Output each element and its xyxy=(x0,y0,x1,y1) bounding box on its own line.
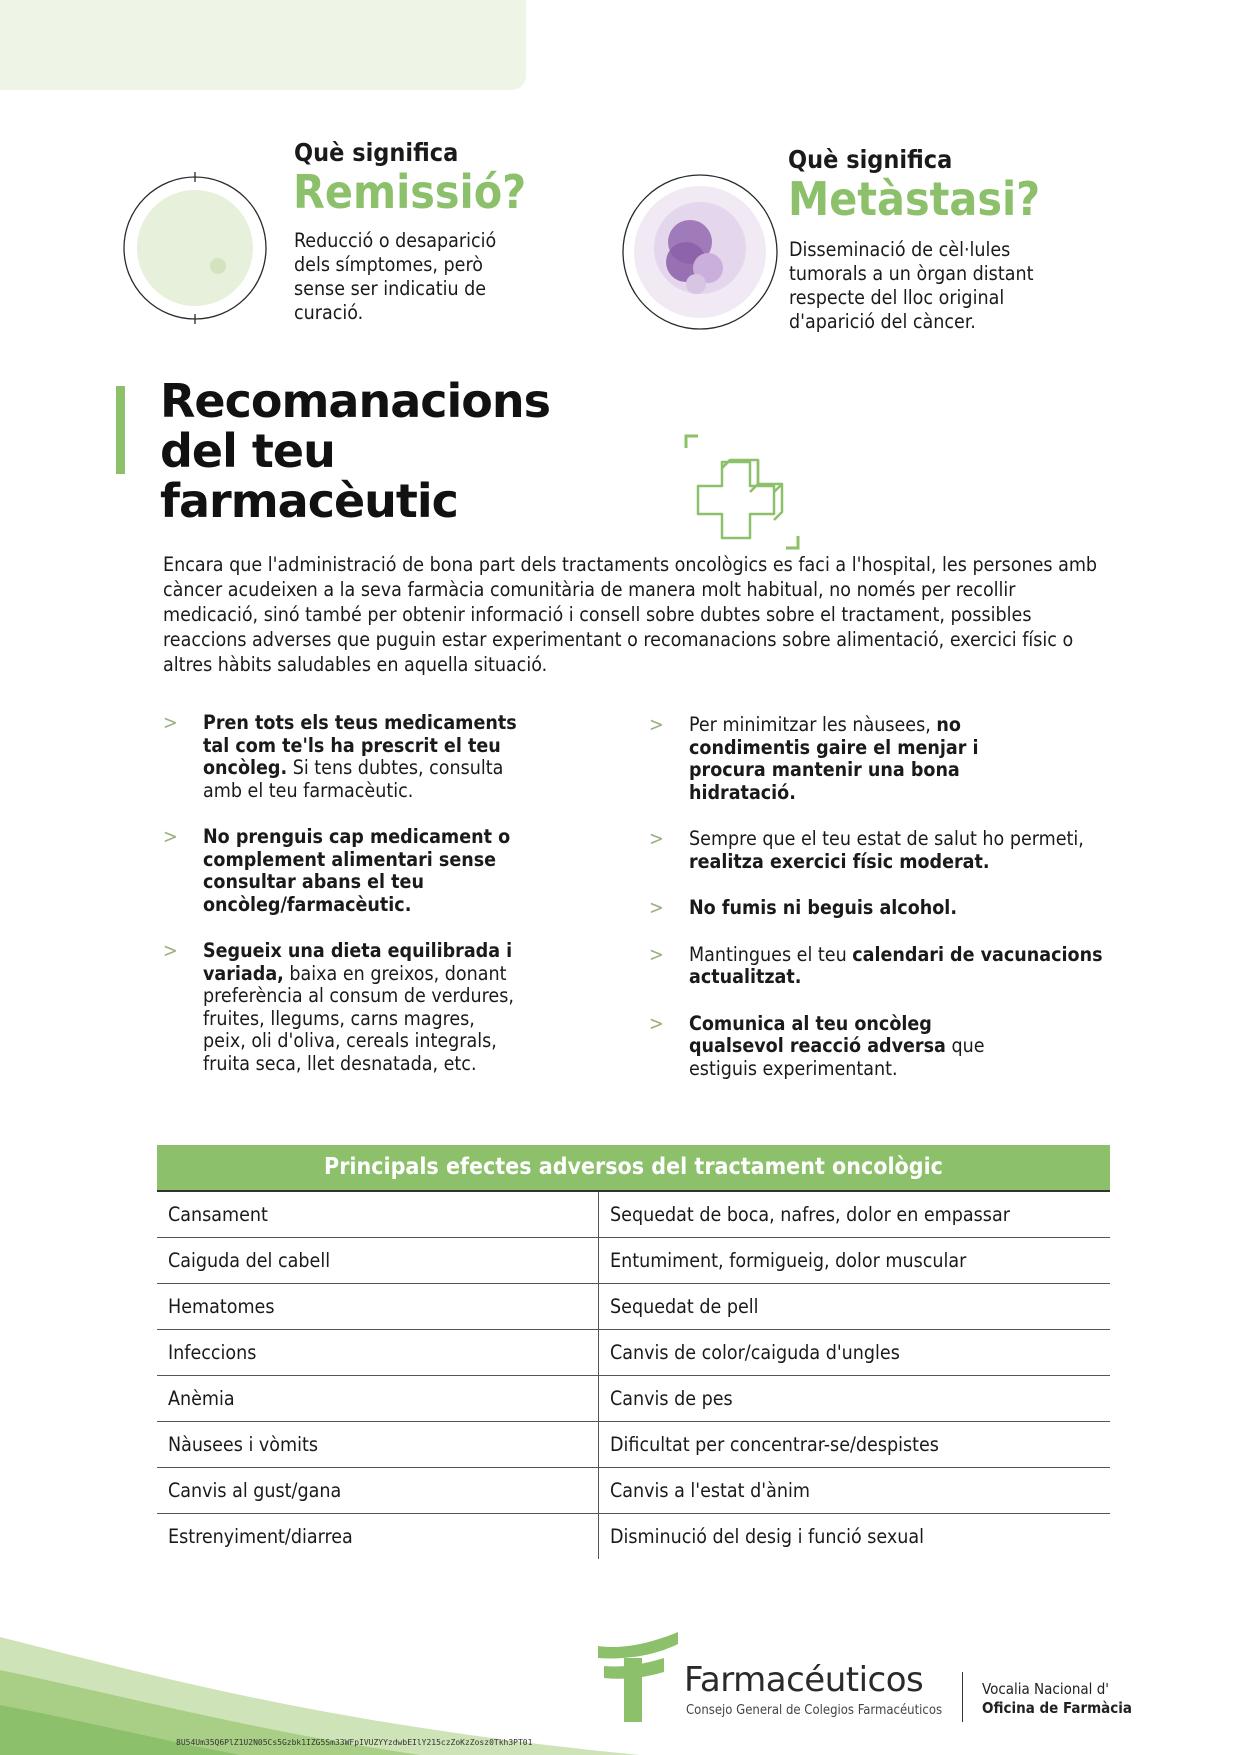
tip-marker: > xyxy=(649,942,664,966)
effect-cell-right: Entumiment, formigueig, dolor muscular xyxy=(599,1238,1111,1284)
document-code: 8U54Um35Q6PlZ1U2N05Cs5Gzbk1IZG5Sm33WFpIVUZYYzdwbEIlY215czZoKzZosz0Tkh3PT01 xyxy=(176,1738,533,1747)
logo-subtitle: Consejo General de Colegios Farmacéuticos xyxy=(686,1703,943,1718)
tip-item xyxy=(649,897,1119,920)
heading-line-3: farmacèutic xyxy=(160,474,458,528)
tip-marker: > xyxy=(163,825,178,848)
remission-icon xyxy=(120,170,270,326)
tip-text: Sempre que el teu estat de salut ho permeti, xyxy=(689,827,1084,850)
table-row xyxy=(157,1514,1110,1560)
tips-left-column xyxy=(163,712,523,1099)
heading-accent-bar xyxy=(116,386,125,474)
top-tab-decoration xyxy=(0,0,526,90)
tip-text: Si tens dubtes, consulta amb el teu farmacèutic. xyxy=(203,756,504,802)
effect-cell-right: Canvis de pes xyxy=(599,1376,1111,1422)
tip-marker: > xyxy=(649,827,664,850)
tip-item xyxy=(649,828,1119,873)
intro-paragraph: Encara que l'administració de bona part dels tractaments oncològics es faci a l'hospital, les persones amb càncer acudeixen a la seva farmàcia comunitària de manera molt habitual, no només per recollir medicació, sinó també per obtenir informació i consell sobre dubtes sobre el tractament, possibles reaccions adverses que puguin estar experimentant o recomanacions sobre alimentació, exercici físic o altres hàbits saludables en aquella situació. xyxy=(163,553,1098,676)
footer-swoosh xyxy=(0,1625,640,1755)
effect-cell-left: Hematomes xyxy=(157,1284,599,1330)
footer-divider xyxy=(962,1672,963,1722)
tip-item xyxy=(649,944,1119,989)
remission-title: Remissió? xyxy=(293,165,527,219)
effect-cell-left: Nàusees i vòmits xyxy=(157,1422,599,1468)
tip-item xyxy=(163,712,523,802)
effect-cell-left: Anèmia xyxy=(157,1376,599,1422)
tip-marker: > xyxy=(649,1011,664,1035)
table-row xyxy=(157,1284,1110,1330)
tip-bold-text: No prenguis cap medicament o complement alimentari sense consultar abans el teu oncòleg/farmacèutic. xyxy=(203,825,511,916)
tip-marker: > xyxy=(649,713,664,736)
effect-cell-right: Canvis de color/caiguda d'ungles xyxy=(599,1330,1111,1376)
table-row xyxy=(157,1330,1110,1376)
effect-cell-right: Disminució del desig i funció sexual xyxy=(610,1525,924,1548)
metastasis-definition: Disseminació de cèl·lules tumorals a un òrgan distant respecte del lloc original d'aparició del càncer. xyxy=(789,238,1034,333)
tip-marker: > xyxy=(163,711,178,734)
effect-cell-left: Infeccions xyxy=(157,1330,599,1376)
tip-bold-text: No fumis ni beguis alcohol. xyxy=(689,896,957,919)
table-row xyxy=(157,1376,1110,1422)
effect-cell-left: Canvis al gust/gana xyxy=(157,1468,599,1514)
tip-bold-text: Pren tots els teus medicaments tal com te'ls ha prescrit el teu oncòleg. xyxy=(203,711,517,779)
remission-pre: Què significa xyxy=(294,138,459,167)
logo-name: Farmacéuticos xyxy=(684,1660,924,1700)
tip-bold-text: calendari de vacunacions actualitzat. xyxy=(689,942,1103,988)
tip-bold-text: realitza exercici físic moderat. xyxy=(689,849,990,873)
tip-text: baixa en greixos, donant preferència al consum de verdures, fruites, llegums, carns magres, peix, oli d'oliva, cereals integrals, fruita seca, llet desnatada, etc. xyxy=(203,961,514,1075)
heading-line-2: del teu xyxy=(160,424,335,478)
adverse-effects-table xyxy=(157,1190,1110,1559)
tip-bold-text: Comunica al teu oncòleg qualsevol reacció adversa xyxy=(689,1011,946,1057)
effect-cell-right: Sequedat de boca, nafres, dolor en empassar xyxy=(599,1191,1111,1238)
heading-line-1: Recomanacions xyxy=(160,374,551,428)
effect-cell-left: Caiguda del cabell xyxy=(157,1238,599,1284)
tip-text: que estiguis experimentant. xyxy=(689,1034,985,1080)
tip-text: Per minimitzar les nàusees, xyxy=(689,713,937,736)
pharmacy-cross-icon xyxy=(684,434,800,550)
remission-definition: Reducció o desaparició dels símptomes, però sense ser indicatiu de curació. xyxy=(294,229,497,324)
effect-cell-right: Canvis a l'estat d'ànim xyxy=(599,1468,1111,1514)
page-heading xyxy=(160,376,550,526)
metastasis-title: Metàstasi? xyxy=(788,172,1041,226)
effect-cell-right: Dificultat per concentrar-se/despistes xyxy=(599,1422,1111,1468)
tip-bold-text: Segueix una dieta equilibrada i variada, xyxy=(203,939,513,985)
effect-cell-right: Sequedat de pell xyxy=(599,1284,1111,1330)
tip-marker: > xyxy=(649,896,664,919)
tip-item xyxy=(163,940,523,1075)
tips-right-column xyxy=(649,714,1119,1104)
tip-text: Mantingues el teu xyxy=(689,942,853,966)
table-row xyxy=(157,1468,1110,1514)
table-row xyxy=(157,1238,1110,1284)
tip-item xyxy=(163,826,523,916)
tip-marker: > xyxy=(163,939,178,962)
adverse-effects-title: Principals efectes adversos del tractament oncològic xyxy=(157,1145,1110,1190)
vocalia-line-1: Vocalia Nacional d' xyxy=(982,1680,1109,1698)
table-row xyxy=(157,1191,1110,1238)
metastasis-pre: Què significa xyxy=(788,145,953,174)
effect-cell-left: Cansament xyxy=(157,1191,599,1238)
effect-cell-left: Estrenyiment/diarrea xyxy=(157,1514,599,1560)
adverse-effects-section xyxy=(157,1145,1110,1559)
tip-item xyxy=(649,1013,1029,1081)
metastasis-icon xyxy=(620,172,780,332)
table-row xyxy=(157,1422,1110,1468)
farmaceuticos-logo-icon xyxy=(594,1628,680,1724)
vocalia-line-2: Oficina de Farmàcia xyxy=(982,1699,1133,1717)
tip-item xyxy=(649,714,1009,804)
tip-bold-text: no condimentis gaire el menjar i procura mantenir una bona hidratació. xyxy=(689,713,979,804)
